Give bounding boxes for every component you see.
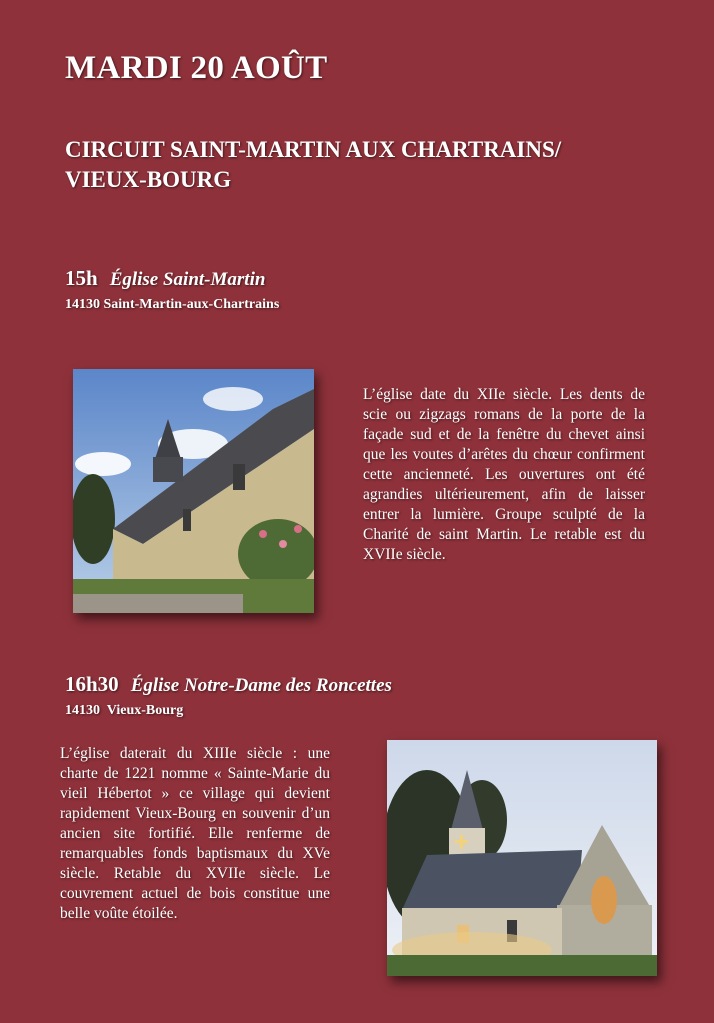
page-title: MARDI 20 AOÛT [65,50,328,86]
event-2-name: Église Notre-Dame des Roncettes [130,675,392,696]
event-1-church-photo [73,369,314,613]
event-1-description: L’église date du XIIe siècle. Les dents de scie ou zigzags romans de la porte de la façade sud et de la fenêtre du chevet ainsi que les voutes d’arêtes du chœur confirment cette ancienneté. Les ouvertures ont été agrandies ultérieurement, afin de laisser entrer la lumière. Groupe sculpté de la Charité de saint Martin. Le retable est du XVIIe siècle. [363,386,645,563]
circuit-title [65,135,685,195]
event-2-time: 16h30 [65,672,119,696]
event-2-church-photo [387,740,657,976]
event-2-address: 14130 Vieux-Bourg [65,703,184,718]
event-1-header [65,266,265,291]
event-1-name: Église Saint-Martin [109,269,266,290]
circuit-title-line1: CIRCUIT SAINT-MARTIN AUX CHARTRAINS/ [65,137,562,162]
event-2-header [65,672,392,697]
event-2-description: L’église daterait du XIIIe siècle : une charte de 1221 nomme « Sainte-Marie du vieil Hébertot » ce village qui devient rapidement Vieux-Bourg en souvenir d’un ancien site fortifié. Elle renferme de remarquables fonds baptismaux du XVe siècle. Retable du XVIIe siècle. Le couvrement actuel de bois constitue une belle voûte étoilée. [60,745,330,922]
event-1-time: 15h [65,266,98,290]
circuit-title-line2: VIEUX-BOURG [65,167,232,192]
event-1-address: 14130 Saint-Martin-aux-Chartrains [65,297,280,312]
